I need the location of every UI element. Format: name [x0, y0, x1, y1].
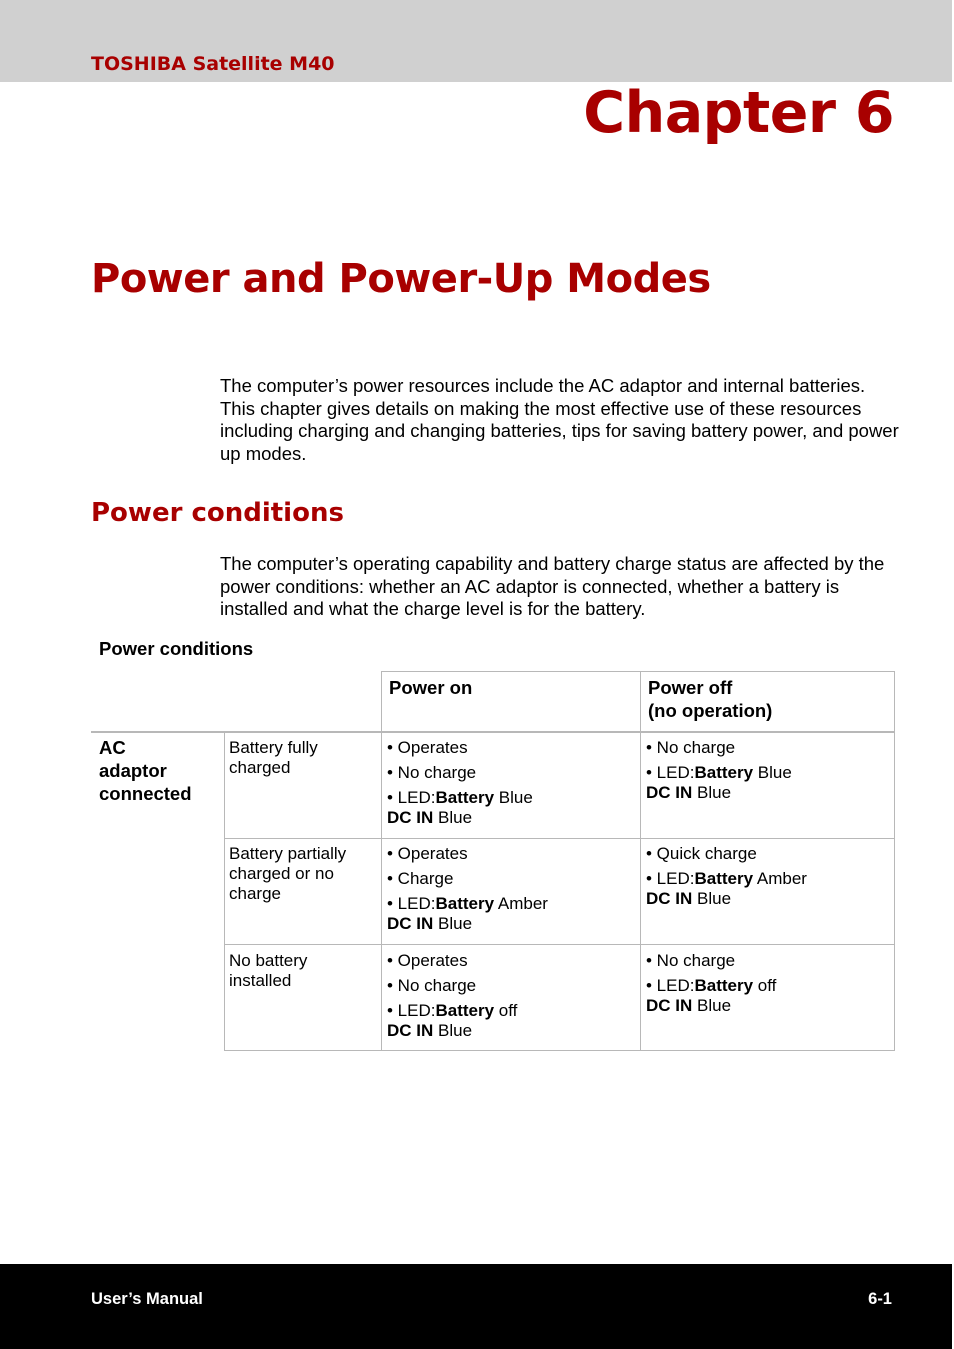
status-text: • Charge [387, 869, 454, 888]
condition-no-battery-installed: No battery installed [229, 951, 308, 990]
row-header-ac-adaptor [99, 736, 192, 805]
row-header-line-1: AC [99, 737, 126, 758]
table-caption: Power conditions [99, 638, 254, 659]
power-off-label: Power off [648, 677, 733, 698]
page-number: 6-1 [868, 1290, 892, 1308]
led-battery-state: Blue [757, 763, 792, 782]
led-dcin-state: Blue [697, 889, 732, 908]
led-battery-label: Battery [435, 894, 495, 913]
status-text: • No charge [387, 976, 477, 995]
led-dcin-label: DC IN [646, 783, 693, 802]
status-text: • No charge [387, 763, 477, 782]
row-header-line-2: adaptor [99, 760, 167, 781]
led-dcin-state: Blue [697, 783, 732, 802]
row3-power-on-cell [387, 951, 517, 1041]
dcin-line [387, 1021, 517, 1041]
led-dcin-label: DC IN [387, 808, 434, 827]
product-name: TOSHIBA Satellite M40 [91, 53, 335, 75]
led-line [387, 1001, 517, 1021]
dcin-line [646, 783, 792, 803]
table-top-border [381, 671, 895, 672]
led-battery-label: Battery [435, 788, 495, 807]
led-line [646, 976, 776, 996]
led-battery-state: Amber [756, 869, 807, 888]
page-title: Power and Power-Up Modes [91, 256, 711, 302]
row3-power-off-cell [646, 951, 776, 1016]
table-divider-condition [224, 732, 225, 1051]
led-battery-state: Amber [497, 894, 548, 913]
led-prefix: • LED: [387, 788, 436, 807]
led-prefix: • LED: [646, 976, 695, 995]
led-dcin-label: DC IN [646, 996, 693, 1015]
led-battery-label: Battery [694, 976, 754, 995]
row1-power-on-cell [387, 738, 533, 828]
led-dcin-state: Blue [438, 914, 473, 933]
led-battery-label: Battery [694, 763, 754, 782]
condition-battery-fully-charged: Battery fully charged [229, 738, 318, 777]
power-on-label: Power on [389, 677, 473, 698]
led-dcin-label: DC IN [387, 914, 434, 933]
led-dcin-state: Blue [697, 996, 732, 1015]
no-operation-label: (no operation) [648, 700, 773, 721]
status-text: • No charge [646, 738, 736, 757]
led-line [646, 763, 792, 783]
led-line [387, 788, 533, 808]
led-prefix: • LED: [387, 894, 436, 913]
intro-paragraph: The computer’s power resources include the AC adaptor and internal batteries. This chapter gives details on making the most effective use of these resources including charging and changing batteries, tips for saving battery power, and power up modes. [220, 375, 899, 465]
status-text: • Quick charge [646, 844, 757, 863]
dcin-line [646, 889, 807, 909]
table-header-bottom-border [91, 731, 895, 733]
dcin-line [387, 914, 548, 934]
column-header-power-on [389, 676, 472, 699]
led-battery-state: off [498, 1001, 518, 1020]
led-prefix: • LED: [387, 1001, 436, 1020]
row2-power-on-cell [387, 844, 548, 934]
row2-power-off-cell [646, 844, 807, 909]
led-battery-state: Blue [498, 788, 533, 807]
table-right-border [894, 671, 895, 1051]
led-prefix: • LED: [646, 869, 695, 888]
led-battery-state: off [757, 976, 777, 995]
column-header-power-off [648, 676, 772, 722]
table-row1-border [224, 838, 895, 839]
table-divider-power-off [640, 671, 641, 1051]
table-bottom-border [224, 1050, 895, 1051]
status-text: • Operates [387, 738, 468, 757]
footer-manual-label: User’s Manual [91, 1290, 203, 1308]
dcin-line [646, 996, 776, 1016]
led-dcin-label: DC IN [387, 1021, 434, 1040]
status-text: • Operates [387, 844, 468, 863]
section-paragraph: The computer’s operating capability and battery charge status are affected by the power conditions: whether an AC adaptor is connected, whether a battery is installed and what the charge level is for the battery. [220, 553, 885, 620]
status-text: • Operates [387, 951, 468, 970]
table-divider-power-on [381, 671, 382, 1051]
section-heading: Power conditions [91, 498, 344, 528]
row-header-line-3: connected [99, 783, 192, 804]
led-dcin-state: Blue [438, 1021, 473, 1040]
led-dcin-state: Blue [438, 808, 473, 827]
led-battery-label: Battery [694, 869, 754, 888]
chapter-title: Chapter 6 [583, 80, 894, 146]
led-battery-label: Battery [435, 1001, 495, 1020]
led-line [646, 869, 807, 889]
condition-battery-partially-charged: Battery partially charged or no charge [229, 844, 347, 903]
dcin-line [387, 808, 533, 828]
led-dcin-label: DC IN [646, 889, 693, 908]
table-row2-border [224, 944, 895, 945]
row1-power-off-cell [646, 738, 792, 803]
status-text: • No charge [646, 951, 736, 970]
led-prefix: • LED: [646, 763, 695, 782]
led-line [387, 894, 548, 914]
